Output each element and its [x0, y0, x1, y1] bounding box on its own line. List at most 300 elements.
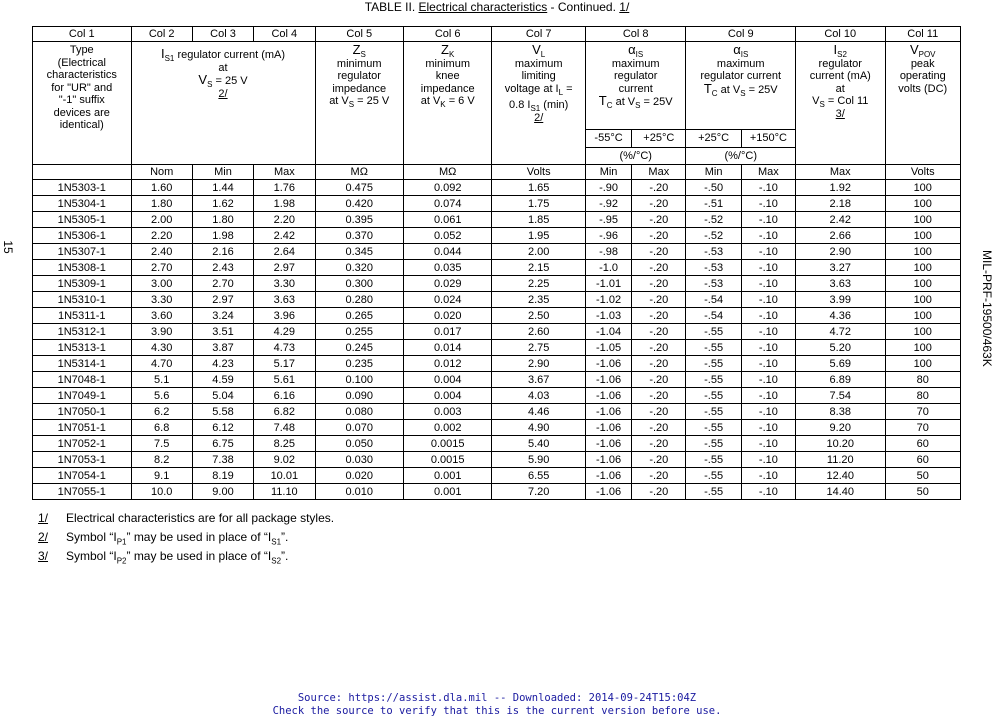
value-cell: 4.29	[254, 324, 315, 340]
value-cell: 50	[885, 468, 961, 484]
value-cell: -1.02	[585, 292, 631, 308]
value-cell: -.10	[741, 308, 795, 324]
value-cell: 3.00	[131, 276, 192, 292]
value-cell: 0.0015	[403, 452, 491, 468]
col-header: Col 1	[33, 27, 132, 42]
value-cell: 2.75	[492, 340, 586, 356]
device-type-cell: 1N7050-1	[33, 404, 132, 420]
col-header: Col 4	[254, 27, 315, 42]
document-id: MIL-PRF-19500/463K	[980, 249, 994, 367]
table-body	[33, 180, 961, 500]
value-cell: 5.61	[254, 372, 315, 388]
value-cell: 4.30	[131, 340, 192, 356]
value-cell: 1.98	[254, 196, 315, 212]
value-cell: 1.65	[492, 180, 586, 196]
value-cell: 0.092	[403, 180, 491, 196]
value-cell: 100	[885, 340, 961, 356]
value-cell: -.55	[686, 356, 741, 372]
value-cell: 3.30	[254, 276, 315, 292]
value-cell: 50	[885, 484, 961, 500]
value-cell: -.20	[632, 180, 686, 196]
value-cell: 3.96	[254, 308, 315, 324]
value-cell: -.20	[632, 436, 686, 452]
value-cell: 1.75	[492, 196, 586, 212]
value-cell: -.55	[686, 372, 741, 388]
value-cell: -.10	[741, 324, 795, 340]
value-cell: 0.014	[403, 340, 491, 356]
table-row	[33, 228, 961, 244]
footnote-1: 1/ Electrical characteristics are for all package styles.	[38, 511, 335, 525]
value-cell: 7.48	[254, 420, 315, 436]
table-row	[33, 244, 961, 260]
value-cell: -.50	[686, 180, 741, 196]
alpha-is-low-header: $\alpha_{IS}$ maximum regulator current $T_C$ at $V_S = 25V$	[585, 42, 686, 130]
value-cell: 0.395	[315, 212, 403, 228]
value-cell: -.55	[686, 484, 741, 500]
value-cell: -.20	[632, 276, 686, 292]
value-cell: -.20	[632, 484, 686, 500]
col-header: Col 2	[131, 27, 192, 42]
value-cell: -.55	[686, 388, 741, 404]
value-cell: -.10	[741, 388, 795, 404]
value-cell: 100	[885, 228, 961, 244]
vpov-header: $V_{POV}$ peak operating volts (DC)	[885, 42, 961, 165]
value-cell: -.55	[686, 420, 741, 436]
value-cell: -.55	[686, 468, 741, 484]
value-cell: -1.06	[585, 356, 631, 372]
value-cell: -.20	[632, 212, 686, 228]
device-type-cell: 1N5308-1	[33, 260, 132, 276]
col-header: Col 5	[315, 27, 403, 42]
value-cell: 3.60	[131, 308, 192, 324]
value-cell: 0.004	[403, 388, 491, 404]
col-header: Col 7	[492, 27, 586, 42]
value-cell: -.20	[632, 260, 686, 276]
value-cell: 0.300	[315, 276, 403, 292]
value-cell: -.96	[585, 228, 631, 244]
value-cell: 5.58	[192, 404, 253, 420]
value-cell: -.52	[686, 212, 741, 228]
value-cell: -1.06	[585, 372, 631, 388]
title-main: Electrical characteristics	[418, 0, 548, 14]
value-cell: 0.001	[403, 484, 491, 500]
value-cell: 60	[885, 436, 961, 452]
value-cell: 2.18	[796, 196, 885, 212]
value-cell: 0.017	[403, 324, 491, 340]
device-type-cell: 1N7048-1	[33, 372, 132, 388]
device-type-cell: 1N7053-1	[33, 452, 132, 468]
value-cell: 2.70	[192, 276, 253, 292]
table-row	[33, 484, 961, 500]
value-cell: 12.40	[796, 468, 885, 484]
value-cell: -.20	[632, 324, 686, 340]
table-row	[33, 324, 961, 340]
value-cell: 1.76	[254, 180, 315, 196]
value-cell: 6.75	[192, 436, 253, 452]
value-cell: -.20	[632, 356, 686, 372]
value-cell: -.20	[632, 308, 686, 324]
value-cell: 9.20	[796, 420, 885, 436]
value-cell: 70	[885, 404, 961, 420]
col-header: Col 9	[686, 27, 796, 42]
value-cell: -.20	[632, 292, 686, 308]
value-cell: -.92	[585, 196, 631, 212]
value-cell: 14.40	[796, 484, 885, 500]
device-type-cell: 1N5303-1	[33, 180, 132, 196]
value-cell: -.10	[741, 436, 795, 452]
value-cell: 2.90	[796, 244, 885, 260]
value-cell: 11.10	[254, 484, 315, 500]
table-row	[33, 180, 961, 196]
value-cell: 2.42	[254, 228, 315, 244]
note-ref-2[interactable]: 2/	[534, 111, 544, 124]
value-cell: -.20	[632, 452, 686, 468]
device-type-cell: 1N5304-1	[33, 196, 132, 212]
value-cell: -1.06	[585, 468, 631, 484]
value-cell: 1.98	[192, 228, 253, 244]
value-cell: 2.97	[192, 292, 253, 308]
value-cell: 4.73	[254, 340, 315, 356]
value-cell: 0.265	[315, 308, 403, 324]
value-cell: 8.2	[131, 452, 192, 468]
value-cell: -.55	[686, 452, 741, 468]
table-row	[33, 388, 961, 404]
value-cell: -.10	[741, 468, 795, 484]
table-row	[33, 404, 961, 420]
value-cell: -.52	[686, 228, 741, 244]
value-cell: 1.62	[192, 196, 253, 212]
value-cell: 3.87	[192, 340, 253, 356]
value-cell: 0.345	[315, 244, 403, 260]
value-cell: 8.38	[796, 404, 885, 420]
table-row	[33, 372, 961, 388]
value-cell: -.10	[741, 260, 795, 276]
zs-header: $Z_S$ minimum regulator impedance at $V_S = 25$ V	[315, 42, 403, 165]
value-cell: -.10	[741, 484, 795, 500]
value-cell: 10.01	[254, 468, 315, 484]
value-cell: 80	[885, 388, 961, 404]
value-cell: 0.024	[403, 292, 491, 308]
value-cell: 1.80	[192, 212, 253, 228]
table-row	[33, 212, 961, 228]
value-cell: -.55	[686, 404, 741, 420]
value-cell: 80	[885, 372, 961, 388]
value-cell: 6.2	[131, 404, 192, 420]
value-cell: 8.19	[192, 468, 253, 484]
table-row	[33, 436, 961, 452]
value-cell: -.10	[741, 228, 795, 244]
value-cell: 3.63	[254, 292, 315, 308]
value-cell: 0.280	[315, 292, 403, 308]
value-cell: 4.59	[192, 372, 253, 388]
note-ref-3[interactable]: 3/	[835, 107, 845, 120]
value-cell: 2.20	[254, 212, 315, 228]
device-type-cell: 1N5314-1	[33, 356, 132, 372]
value-cell: 4.72	[796, 324, 885, 340]
zk-header: $Z_K$ minimum knee impedance at $V_K = 6$ V	[403, 42, 491, 165]
device-type-cell: 1N7054-1	[33, 468, 132, 484]
value-cell: -.10	[741, 340, 795, 356]
device-type-cell: 1N7049-1	[33, 388, 132, 404]
value-cell: -.20	[632, 404, 686, 420]
value-cell: -.98	[585, 244, 631, 260]
value-cell: 70	[885, 420, 961, 436]
value-cell: 0.030	[315, 452, 403, 468]
value-cell: 6.89	[796, 372, 885, 388]
value-cell: -.55	[686, 340, 741, 356]
value-cell: 3.24	[192, 308, 253, 324]
col-header: Col 6	[403, 27, 491, 42]
device-type-cell: 1N5307-1	[33, 244, 132, 260]
value-cell: 100	[885, 244, 961, 260]
value-cell: 2.43	[192, 260, 253, 276]
value-cell: 100	[885, 196, 961, 212]
value-cell: 0.475	[315, 180, 403, 196]
col-header: Col 8	[585, 27, 686, 42]
value-cell: 4.03	[492, 388, 586, 404]
value-cell: 0.044	[403, 244, 491, 260]
device-type-cell: 1N7055-1	[33, 484, 132, 500]
value-cell: 4.90	[492, 420, 586, 436]
value-cell: 60	[885, 452, 961, 468]
value-cell: -.10	[741, 244, 795, 260]
value-cell: -.10	[741, 404, 795, 420]
value-cell: 0.420	[315, 196, 403, 212]
col-header: Col 11	[885, 27, 961, 42]
electrical-characteristics-table	[32, 26, 961, 500]
table-row	[33, 468, 961, 484]
value-cell: 3.63	[796, 276, 885, 292]
device-type-cell: 1N5311-1	[33, 308, 132, 324]
value-cell: 0.050	[315, 436, 403, 452]
device-type-cell: 1N5305-1	[33, 212, 132, 228]
value-cell: 0.012	[403, 356, 491, 372]
value-cell: 3.67	[492, 372, 586, 388]
value-cell: -1.06	[585, 404, 631, 420]
value-cell: 0.070	[315, 420, 403, 436]
value-cell: 9.1	[131, 468, 192, 484]
value-cell: 7.38	[192, 452, 253, 468]
is1-header: $I_{S1}$ regulator current (mA) at $V_S = 25$ V 2/	[131, 42, 315, 165]
value-cell: 0.370	[315, 228, 403, 244]
value-cell: -.20	[632, 228, 686, 244]
value-cell: 5.6	[131, 388, 192, 404]
value-cell: -.10	[741, 356, 795, 372]
value-cell: 0.020	[403, 308, 491, 324]
value-cell: -.53	[686, 260, 741, 276]
value-cell: 100	[885, 308, 961, 324]
value-cell: 2.50	[492, 308, 586, 324]
vl-header: $V_L$ maximum limiting voltage at $I_L$ = 0.8 $I_{S1}$ (min) 2/	[492, 42, 586, 165]
value-cell: -.51	[686, 196, 741, 212]
value-cell: -.10	[741, 372, 795, 388]
value-cell: -.54	[686, 292, 741, 308]
value-cell: 100	[885, 276, 961, 292]
value-cell: -.90	[585, 180, 631, 196]
units-row: Nom Min Max MΩ MΩ Volts Min Max Min Max Max Volts	[33, 165, 961, 180]
value-cell: 100	[885, 212, 961, 228]
value-cell: 7.5	[131, 436, 192, 452]
col-header: Col 10	[796, 27, 885, 42]
table-row	[33, 260, 961, 276]
column-number-row	[33, 27, 961, 42]
value-cell: -.20	[632, 196, 686, 212]
value-cell: 0.002	[403, 420, 491, 436]
value-cell: 6.82	[254, 404, 315, 420]
value-cell: -.53	[686, 276, 741, 292]
value-cell: -.95	[585, 212, 631, 228]
value-cell: 1.44	[192, 180, 253, 196]
value-cell: -.55	[686, 324, 741, 340]
value-cell: 0.029	[403, 276, 491, 292]
footnote-3: 3/ Symbol “$I_{P2}$” may be used in place of “$I_{S2}$”.	[38, 549, 289, 566]
value-cell: 0.320	[315, 260, 403, 276]
value-cell: 4.36	[796, 308, 885, 324]
value-cell: 0.035	[403, 260, 491, 276]
value-cell: 100	[885, 292, 961, 308]
table-row	[33, 452, 961, 468]
value-cell: -.10	[741, 196, 795, 212]
device-type-cell: 1N5313-1	[33, 340, 132, 356]
value-cell: 6.12	[192, 420, 253, 436]
value-cell: -.20	[632, 244, 686, 260]
percent-unit-row: (%/°C) (%/°C)	[33, 147, 961, 164]
device-type-cell: 1N5309-1	[33, 276, 132, 292]
value-cell: 0.020	[315, 468, 403, 484]
value-cell: 1.95	[492, 228, 586, 244]
value-cell: 10.0	[131, 484, 192, 500]
value-cell: -.53	[686, 244, 741, 260]
value-cell: 1.60	[131, 180, 192, 196]
value-cell: 5.20	[796, 340, 885, 356]
value-cell: -.20	[632, 420, 686, 436]
value-cell: 2.15	[492, 260, 586, 276]
value-cell: 5.69	[796, 356, 885, 372]
value-cell: 0.080	[315, 404, 403, 420]
value-cell: 8.25	[254, 436, 315, 452]
value-cell: 10.20	[796, 436, 885, 452]
value-cell: 1.85	[492, 212, 586, 228]
device-type-cell: 1N7052-1	[33, 436, 132, 452]
value-cell: -.20	[632, 372, 686, 388]
value-cell: 3.99	[796, 292, 885, 308]
value-cell: 3.30	[131, 292, 192, 308]
value-cell: 0.001	[403, 468, 491, 484]
value-cell: 0.255	[315, 324, 403, 340]
value-cell: 2.20	[131, 228, 192, 244]
value-cell: -.20	[632, 388, 686, 404]
value-cell: -.55	[686, 436, 741, 452]
value-cell: 2.60	[492, 324, 586, 340]
page-title: TABLE II. Electrical characteristics - Continued. 1/	[364, 0, 630, 14]
value-cell: 2.40	[131, 244, 192, 260]
value-cell: 2.35	[492, 292, 586, 308]
value-cell: 2.64	[254, 244, 315, 260]
value-cell: 0.003	[403, 404, 491, 420]
value-cell: 6.16	[254, 388, 315, 404]
value-cell: 5.17	[254, 356, 315, 372]
value-cell: -.54	[686, 308, 741, 324]
value-cell: 2.90	[492, 356, 586, 372]
value-cell: -.20	[632, 468, 686, 484]
value-cell: -.10	[741, 180, 795, 196]
value-cell: -.10	[741, 420, 795, 436]
footnote-2: 2/ Symbol “$I_{P1}$” may be used in place of “$I_{S1}$”.	[38, 530, 289, 547]
note-ref-2[interactable]: 2/	[218, 87, 228, 100]
table-row	[33, 292, 961, 308]
value-cell: 3.27	[796, 260, 885, 276]
value-cell: 3.90	[131, 324, 192, 340]
value-cell: 0.010	[315, 484, 403, 500]
value-cell: -1.06	[585, 484, 631, 500]
table-row	[33, 420, 961, 436]
type-header: Type (Electrical characteristics for "UR" and "-1" suffix devices are identical)	[33, 42, 132, 165]
value-cell: -1.06	[585, 388, 631, 404]
value-cell: -1.04	[585, 324, 631, 340]
value-cell: 4.46	[492, 404, 586, 420]
value-cell: 0.004	[403, 372, 491, 388]
value-cell: 7.54	[796, 388, 885, 404]
value-cell: 1.80	[131, 196, 192, 212]
value-cell: 2.00	[131, 212, 192, 228]
value-cell: 0.0015	[403, 436, 491, 452]
value-cell: 2.25	[492, 276, 586, 292]
col-header: Col 3	[192, 27, 253, 42]
value-cell: 9.02	[254, 452, 315, 468]
title-note-ref[interactable]: 1/	[619, 0, 630, 14]
value-cell: 0.090	[315, 388, 403, 404]
value-cell: 0.235	[315, 356, 403, 372]
is2-header: $I_{S2}$ regulator current (mA) at $V_S$ = Col 11 3/	[796, 42, 885, 165]
value-cell: 0.052	[403, 228, 491, 244]
verify-line: Check the source to verify that this is the current version before use.	[272, 705, 722, 717]
value-cell: -.10	[741, 452, 795, 468]
alpha-is-high-header: $\alpha_{IS}$ maximum regulator current $T_C$ at $V_S = 25V$	[686, 42, 796, 130]
value-cell: 100	[885, 324, 961, 340]
value-cell: 0.100	[315, 372, 403, 388]
value-cell: 6.55	[492, 468, 586, 484]
value-cell: -.10	[741, 276, 795, 292]
value-cell: -.20	[632, 340, 686, 356]
source-line[interactable]: Source: https://assist.dla.mil -- Downloaded: 2014-09-24T15:04Z	[297, 692, 697, 704]
temperature-row: -55°C +25°C +25°C +150°C	[33, 129, 961, 147]
value-cell: 9.00	[192, 484, 253, 500]
value-cell: 4.70	[131, 356, 192, 372]
value-cell: 2.66	[796, 228, 885, 244]
value-cell: -1.06	[585, 420, 631, 436]
value-cell: 1.92	[796, 180, 885, 196]
value-cell: 100	[885, 180, 961, 196]
value-cell: 5.40	[492, 436, 586, 452]
device-type-cell: 1N5306-1	[33, 228, 132, 244]
value-cell: -.10	[741, 292, 795, 308]
value-cell: -1.06	[585, 436, 631, 452]
value-cell: 4.23	[192, 356, 253, 372]
table-row	[33, 276, 961, 292]
value-cell: 2.00	[492, 244, 586, 260]
value-cell: 2.16	[192, 244, 253, 260]
value-cell: 2.42	[796, 212, 885, 228]
value-cell: 100	[885, 260, 961, 276]
value-cell: 5.1	[131, 372, 192, 388]
value-cell: 6.8	[131, 420, 192, 436]
device-type-cell: 1N5312-1	[33, 324, 132, 340]
device-type-cell: 1N5310-1	[33, 292, 132, 308]
value-cell: 11.20	[796, 452, 885, 468]
value-cell: 100	[885, 356, 961, 372]
value-cell: 5.90	[492, 452, 586, 468]
value-cell: 0.245	[315, 340, 403, 356]
